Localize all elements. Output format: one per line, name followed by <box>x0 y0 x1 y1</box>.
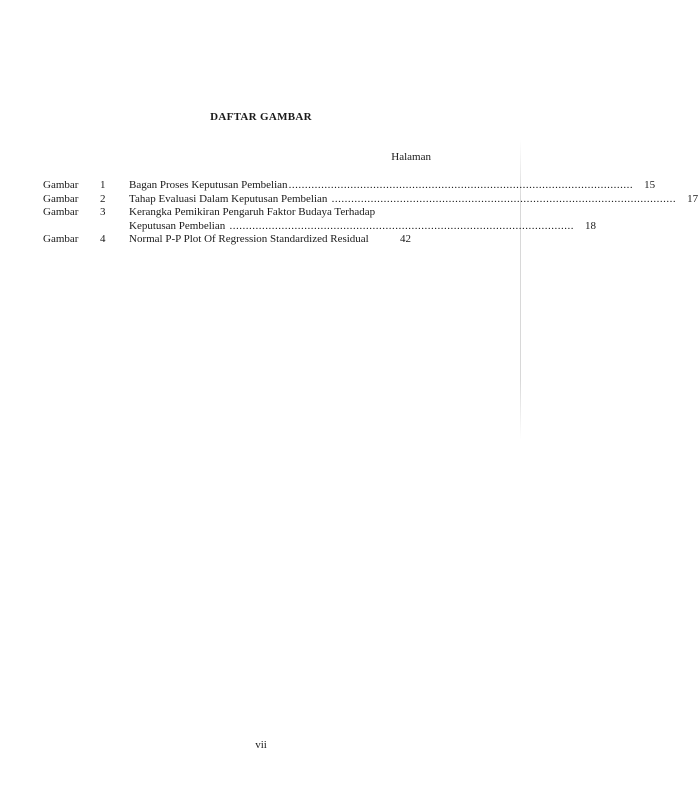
figure-label: Gambar <box>43 192 79 205</box>
dot-leader: .......................................................................................................... <box>288 179 634 191</box>
dot-leader: .......................................................................................................... <box>328 192 677 205</box>
figure-entry <box>43 233 411 247</box>
figure-page-number: 17 <box>687 192 698 205</box>
figure-title <box>129 179 655 193</box>
figure-number: 3 <box>100 206 106 218</box>
figure-label: Gambar <box>43 206 79 218</box>
figure-title-text: Normal P-P Plot Of Regression Standardized Residual <box>129 233 369 245</box>
figure-title-text: Tahap Evaluasi Dalam Keputusan Pembelian <box>129 192 328 205</box>
dot-leader: .......................................................................................................... <box>226 219 574 232</box>
figure-entry <box>43 206 596 233</box>
figure-title <box>129 193 698 207</box>
figure-title <box>129 233 411 247</box>
figure-page-number: 15 <box>644 179 656 191</box>
figure-title-text-continued: Keputusan Pembelian <box>129 219 226 232</box>
figure-list <box>43 179 698 247</box>
figure-page-number: 18 <box>584 219 596 232</box>
figure-label: Gambar <box>43 179 79 191</box>
figure-entry <box>43 192 698 207</box>
figure-entry <box>43 179 656 193</box>
figure-number: 2 <box>100 192 106 205</box>
page-title: DAFTAR GAMBAR <box>210 111 312 123</box>
figure-label: Gambar <box>43 233 79 245</box>
figure-page-number: 42 <box>400 233 411 245</box>
page-folio: vii <box>255 739 267 751</box>
page-column-header: Halaman <box>391 151 431 163</box>
figure-title-text: Bagan Proses Keputusan Pembelian <box>129 179 288 191</box>
figure-title-text: Kerangka Pemikiran Pengaruh Faktor Budaya Terhadap <box>129 206 376 218</box>
figure-number: 1 <box>100 179 106 191</box>
figure-title <box>129 206 596 233</box>
figure-number: 4 <box>100 233 106 245</box>
